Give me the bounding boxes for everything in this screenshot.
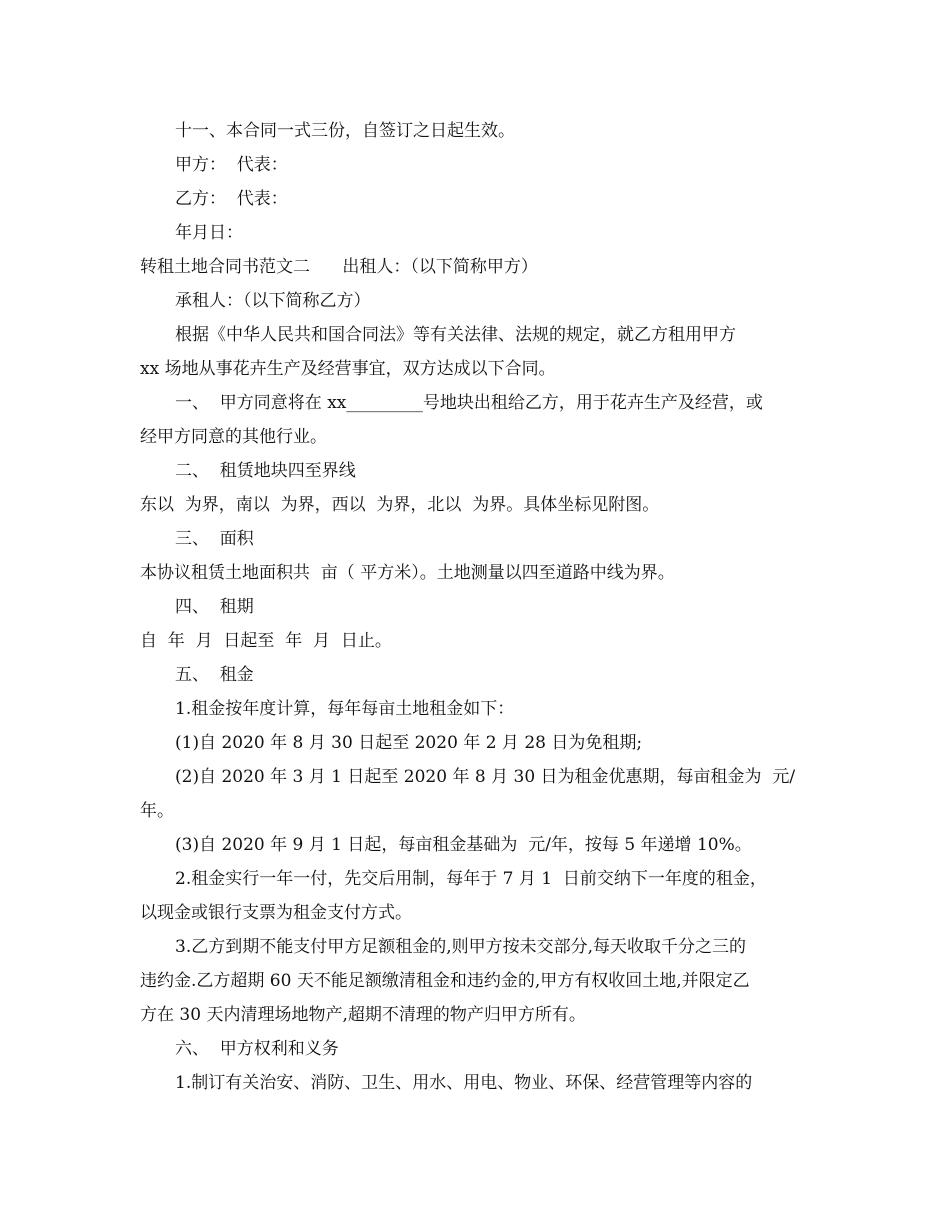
- rent-item-3-line-2: 违约金.乙方超期 60 天不能足额缴清租金和违约金的,甲方有权收回土地,并限定乙: [140, 971, 750, 991]
- rent-subitem-2-line-2: 年。: [140, 801, 174, 821]
- clause-5-heading: 五、 租金: [175, 665, 254, 685]
- rent-subitem-3: (3)自 2020 年 9 月 1 日起，每亩租金基础为 元/年，按每 5 年递增 10%。: [175, 835, 752, 855]
- clause-3-body: 本协议租赁土地面积共 亩（ 平方米）。土地测量以四至道路中线为界。: [140, 563, 675, 583]
- date-line: 年月日：: [175, 223, 243, 243]
- rent-subitem-1: (1)自 2020 年 8 月 30 日起至 2020 年 2 月 28 日为免租期;: [175, 733, 643, 753]
- clause-3-heading: 三、 面积: [175, 529, 254, 549]
- clause-6-heading: 六、 甲方权利和义务: [175, 1039, 339, 1059]
- party-a-signature: 甲方： 代表：: [175, 155, 288, 175]
- clause-11: 十一、本合同一式三份，自签订之日起生效。: [175, 121, 515, 141]
- clause-1-line-2: 经甲方同意的其他行业。: [140, 427, 327, 447]
- rent-item-2-line-2: 以现金或银行支票为租金支付方式。: [140, 903, 412, 923]
- rent-subitem-2-line-1: (2)自 2020 年 3 月 1 日起至 2020 年 8 月 30 日为租金优惠期，每亩租金为 元/: [175, 767, 796, 787]
- rent-item-2-line-1: 2.租金实行一年一付，先交后用制，每年于 7 月 1 日前交纳下一年度的租金，: [175, 869, 767, 889]
- preamble-line-1: 根据《中华人民共和国合同法》等有关法律、法规的规定，就乙方租用甲方: [175, 325, 736, 345]
- rent-item-3-line-3: 方在 30 天内清理场地物产,超期不清理的物产归甲方所有。: [140, 1005, 586, 1025]
- party-b-signature: 乙方： 代表：: [175, 189, 288, 209]
- clause-1-line-1: 一、 甲方同意将在 xx_________号地块出租给乙方，用于花卉生产及经营，或: [175, 393, 763, 413]
- lessee-line: 承租人：（以下简称乙方）: [175, 291, 371, 311]
- clause-4-body: 自 年 月 日起至 年 月 日止。: [140, 631, 392, 651]
- party-a-duty-1: 1.制订有关治安、消防、卫生、用水、用电、物业、环保、经营管理等内容的: [175, 1073, 753, 1093]
- clause-2-heading: 二、 租赁地块四至界线: [175, 461, 356, 481]
- preamble-line-2: xx 场地从事花卉生产及经营事宜，双方达成以下合同。: [140, 359, 556, 379]
- rent-item-1: 1.租金按年度计算，每年每亩土地租金如下：: [175, 699, 515, 719]
- clause-2-body: 东以 为界，南以 为界，西以 为界，北以 为界。具体坐标见附图。: [140, 495, 660, 515]
- clause-4-heading: 四、 租期: [175, 597, 254, 617]
- contract-title-lessor: 转租土地合同书范文二 出租人：（以下简称甲方）: [140, 257, 538, 277]
- rent-item-3-line-1: 3.乙方到期不能支付甲方足额租金的,则甲方按未交部分,每天收取千分之三的: [175, 937, 747, 957]
